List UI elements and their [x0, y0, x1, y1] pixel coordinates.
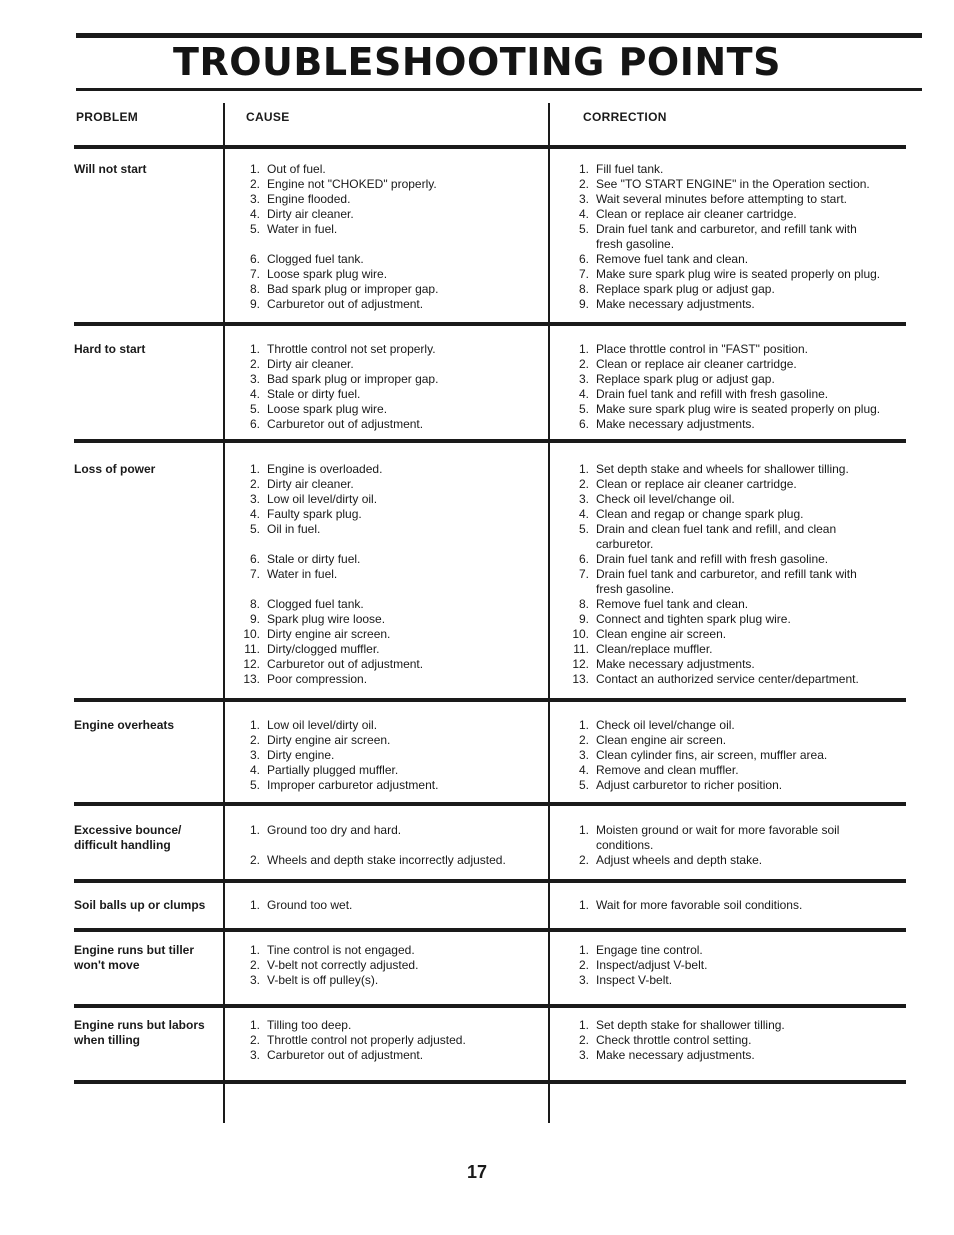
cause-text: Out of fuel. [267, 162, 326, 176]
cause-number: 1. [249, 898, 260, 912]
correction-number: 7. [578, 267, 589, 281]
cause-text: Tine control is not engaged. [267, 943, 415, 957]
cause-number: 9. [249, 612, 260, 626]
correction-text: Connect and tighten spark plug wire. [596, 612, 791, 626]
cause-number: 3. [249, 1048, 260, 1062]
cause-number: 3. [249, 492, 260, 506]
cause-text: Partially plugged muffler. [267, 763, 399, 777]
cause-text: Clogged fuel tank. [267, 252, 364, 266]
correction-text: Drain and clean fuel tank and refill, and clean [596, 522, 837, 536]
correction-number: 5. [578, 402, 589, 416]
problem-label: Engine overheats [74, 718, 175, 732]
cause-number: 3. [249, 973, 260, 987]
correction-number: 8. [578, 282, 589, 296]
cause-number: 4. [249, 207, 260, 221]
correction-number: 4. [578, 507, 589, 521]
cause-text: Spark plug wire loose. [267, 612, 386, 626]
cause-text: Throttle control not properly adjusted. [267, 1033, 466, 1047]
correction-number: 5. [578, 778, 589, 792]
header-correction: CORRECTION [583, 110, 667, 124]
cause-number: 2. [249, 357, 260, 371]
correction-text: See "TO START ENGINE" in the Operation section. [596, 177, 870, 191]
page-title: TROUBLESHOOTING POINTS [173, 40, 781, 84]
cause-number: 2. [249, 477, 260, 491]
correction-number: 7. [578, 567, 589, 581]
correction-text: Set depth stake and wheels for shallower tilling. [596, 462, 849, 476]
correction-text: Drain fuel tank and carburetor, and refill tank with [596, 567, 857, 581]
correction-text: Drain fuel tank and refill with fresh gasoline. [596, 552, 829, 566]
correction-text: Contact an authorized service center/department. [596, 672, 859, 686]
section-divider [74, 879, 906, 883]
header-cause: CAUSE [246, 110, 290, 124]
cause-text: Dirty air cleaner. [267, 207, 354, 221]
problem-label: Engine runs but labors when tilling [74, 1018, 205, 1047]
problem-label: Soil balls up or clumps [74, 898, 206, 912]
correction-number: 8. [578, 597, 589, 611]
correction-number: 3. [578, 973, 589, 987]
section-divider [74, 802, 906, 806]
correction-number: 13. [572, 672, 589, 686]
correction-number: 4. [578, 763, 589, 777]
cause-text: Ground too dry and hard. [267, 823, 402, 837]
correction-number: 2. [578, 477, 589, 491]
correction-text: Clean/replace muffler. [596, 642, 713, 656]
correction-text: Engage tine control. [596, 943, 703, 957]
correction-text: Make necessary adjustments. [596, 417, 755, 431]
correction-text: Adjust carburetor to richer position. [596, 778, 783, 792]
cause-number: 2. [249, 1033, 260, 1047]
cause-number: 7. [249, 567, 260, 581]
cause-text: Dirty engine air screen. [267, 627, 391, 641]
cause-text: V-belt is off pulley(s). [267, 973, 379, 987]
correction-text: Adjust wheels and depth stake. [596, 853, 763, 867]
cause-number: 5. [249, 222, 260, 236]
cause-text: Faulty spark plug. [267, 507, 362, 521]
cause-text: Throttle control not set properly. [267, 342, 436, 356]
correction-text: Replace spark plug or adjust gap. [596, 372, 775, 386]
correction-number: 2. [578, 357, 589, 371]
correction-text: Replace spark plug or adjust gap. [596, 282, 775, 296]
correction-number: 6. [578, 552, 589, 566]
cause-text: Engine is overloaded. [267, 462, 383, 476]
correction-number: 1. [578, 342, 589, 356]
cause-number: 6. [249, 252, 260, 266]
correction-text: Inspect/adjust V-belt. [596, 958, 708, 972]
correction-text: conditions. [596, 838, 654, 852]
cause-text: V-belt not correctly adjusted. [267, 958, 419, 972]
cause-text: Stale or dirty fuel. [267, 387, 361, 401]
cause-text: Bad spark plug or improper gap. [267, 282, 439, 296]
cause-number: 1. [249, 943, 260, 957]
page-number: 17 [466, 1162, 488, 1182]
cause-text: Carburetor out of adjustment. [267, 1048, 424, 1062]
cause-text: Loose spark plug wire. [267, 402, 388, 416]
cause-text: Poor compression. [267, 672, 368, 686]
correction-number: 1. [578, 462, 589, 476]
column-divider-cause [223, 103, 225, 1123]
title-underline [76, 88, 922, 91]
correction-number: 3. [578, 492, 589, 506]
section-divider [74, 322, 906, 326]
cause-number: 5. [249, 522, 260, 536]
correction-text: Drain fuel tank and refill with fresh gasoline. [596, 387, 829, 401]
correction-number: 11. [573, 642, 589, 656]
cause-text: Low oil level/dirty oil. [267, 492, 378, 506]
cause-number: 5. [249, 778, 260, 792]
correction-text: Remove and clean muffler. [596, 763, 739, 777]
correction-number: 5. [578, 222, 589, 236]
correction-number: 2. [578, 853, 589, 867]
correction-number: 3. [578, 372, 589, 386]
section-divider [74, 928, 906, 932]
cause-text: Ground too wet. [267, 898, 353, 912]
correction-number: 2. [578, 1033, 589, 1047]
correction-number: 3. [578, 748, 589, 762]
problem-label: Engine runs but tiller won't move [74, 943, 195, 972]
cause-text: Water in fuel. [267, 222, 338, 236]
cause-number: 7. [249, 267, 260, 281]
cause-text: Carburetor out of adjustment. [267, 657, 424, 671]
correction-text: Clean engine air screen. [596, 627, 727, 641]
cause-text: Wheels and depth stake incorrectly adjusted. [267, 853, 506, 867]
cause-number: 1. [249, 342, 260, 356]
correction-text: Clean or replace air cleaner cartridge. [596, 477, 797, 491]
cause-number: 3. [249, 748, 260, 762]
correction-number: 5. [578, 522, 589, 536]
problem-label: Excessive bounce/ difficult handling [74, 823, 182, 852]
correction-text: Remove fuel tank and clean. [596, 252, 749, 266]
correction-text: Make sure spark plug wire is seated properly on plug. [596, 402, 881, 416]
cause-number: 4. [249, 763, 260, 777]
correction-number: 6. [578, 417, 589, 431]
cause-text: Engine flooded. [267, 192, 351, 206]
top-rule [76, 33, 922, 38]
correction-text: Make sure spark plug wire is seated properly on plug. [596, 267, 881, 281]
column-divider-correction [548, 103, 550, 1123]
cause-number: 3. [249, 372, 260, 386]
cause-text: Stale or dirty fuel. [267, 552, 361, 566]
cause-text: Dirty engine air screen. [267, 733, 391, 747]
cause-number: 8. [249, 597, 260, 611]
correction-number: 1. [578, 1018, 589, 1032]
correction-text: Make necessary adjustments. [596, 1048, 755, 1062]
cause-text: Carburetor out of adjustment. [267, 417, 424, 431]
correction-number: 10. [572, 627, 589, 641]
correction-number: 3. [578, 192, 589, 206]
cause-number: 12. [243, 657, 260, 671]
correction-text: fresh gasoline. [596, 582, 675, 596]
correction-number: 2. [578, 958, 589, 972]
correction-number: 9. [578, 612, 589, 626]
cause-number: 1. [249, 823, 260, 837]
cause-text: Loose spark plug wire. [267, 267, 388, 281]
cause-text: Water in fuel. [267, 567, 338, 581]
cause-text: Dirty air cleaner. [267, 357, 354, 371]
cause-text: Oil in fuel. [267, 522, 321, 536]
cause-number: 2. [249, 958, 260, 972]
correction-text: Make necessary adjustments. [596, 297, 755, 311]
cause-text: Tilling too deep. [267, 1018, 352, 1032]
correction-text: Place throttle control in "FAST" position. [596, 342, 808, 356]
correction-text: Clean or replace air cleaner cartridge. [596, 207, 797, 221]
correction-text: Check throttle control setting. [596, 1033, 752, 1047]
correction-text: Make necessary adjustments. [596, 657, 755, 671]
section-divider [74, 145, 906, 149]
cause-number: 3. [249, 192, 260, 206]
cause-number: 1. [249, 1018, 260, 1032]
correction-text: Wait several minutes before attempting to start. [596, 192, 847, 206]
correction-number: 2. [578, 733, 589, 747]
correction-text: Clean engine air screen. [596, 733, 727, 747]
section-divider [74, 1004, 906, 1008]
correction-text: Clean or replace air cleaner cartridge. [596, 357, 797, 371]
correction-text: Moisten ground or wait for more favorable soil [596, 823, 840, 837]
cause-number: 13. [243, 672, 260, 686]
cause-number: 6. [249, 417, 260, 431]
correction-text: Check oil level/change oil. [596, 492, 735, 506]
cause-number: 11. [244, 642, 260, 656]
correction-text: Wait for more favorable soil conditions. [596, 898, 803, 912]
cause-text: Engine not "CHOKED" properly. [267, 177, 437, 191]
cause-text: Dirty engine. [267, 748, 335, 762]
correction-text: Inspect V-belt. [596, 973, 673, 987]
problem-label: Loss of power [74, 462, 156, 476]
correction-text: Clean cylinder fins, air screen, muffler area. [596, 748, 828, 762]
header-problem: PROBLEM [76, 110, 139, 124]
correction-number: 12. [572, 657, 589, 671]
correction-number: 1. [578, 898, 589, 912]
correction-text: Fill fuel tank. [596, 162, 664, 176]
section-divider [74, 698, 906, 702]
correction-number: 4. [578, 207, 589, 221]
cause-number: 4. [249, 387, 260, 401]
correction-number: 3. [578, 1048, 589, 1062]
cause-text: Dirty air cleaner. [267, 477, 354, 491]
cause-number: 4. [249, 507, 260, 521]
correction-text: Set depth stake for shallower tilling. [596, 1018, 785, 1032]
correction-text: Remove fuel tank and clean. [596, 597, 749, 611]
problem-label: Hard to start [74, 342, 146, 356]
cause-number: 6. [249, 552, 260, 566]
cause-number: 2. [249, 177, 260, 191]
correction-text: Drain fuel tank and carburetor, and refill tank with [596, 222, 857, 236]
correction-number: 9. [578, 297, 589, 311]
correction-number: 1. [578, 823, 589, 837]
cause-number: 1. [249, 718, 260, 732]
correction-number: 1. [578, 162, 589, 176]
cause-number: 2. [249, 733, 260, 747]
correction-text: Clean and regap or change spark plug. [596, 507, 804, 521]
correction-text: fresh gasoline. [596, 237, 675, 251]
cause-number: 9. [249, 297, 260, 311]
correction-number: 1. [578, 718, 589, 732]
cause-text: Dirty/clogged muffler. [267, 642, 380, 656]
correction-number: 1. [578, 943, 589, 957]
section-divider [74, 439, 906, 443]
cause-text: Bad spark plug or improper gap. [267, 372, 439, 386]
correction-number: 2. [578, 177, 589, 191]
correction-number: 6. [578, 252, 589, 266]
cause-number: 8. [249, 282, 260, 296]
cause-text: Low oil level/dirty oil. [267, 718, 378, 732]
problem-label: Will not start [74, 162, 147, 176]
cause-text: Improper carburetor adjustment. [267, 778, 439, 792]
cause-number: 10. [243, 627, 260, 641]
correction-number: 4. [578, 387, 589, 401]
cause-number: 1. [249, 462, 260, 476]
cause-text: Carburetor out of adjustment. [267, 297, 424, 311]
cause-number: 5. [249, 402, 260, 416]
correction-text: carburetor. [596, 537, 654, 551]
correction-text: Check oil level/change oil. [596, 718, 735, 732]
cause-text: Clogged fuel tank. [267, 597, 364, 611]
section-divider [74, 1080, 906, 1084]
cause-number: 1. [249, 162, 260, 176]
cause-number: 2. [249, 853, 260, 867]
